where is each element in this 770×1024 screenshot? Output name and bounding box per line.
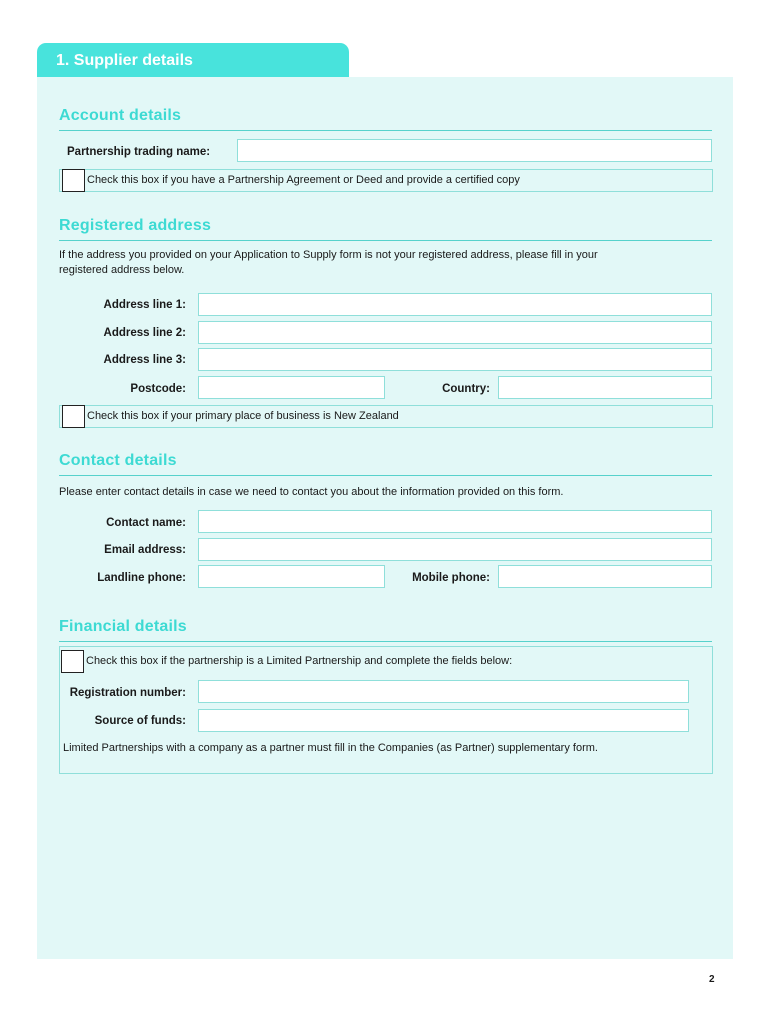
address-line-3-input[interactable] [198,348,712,371]
postcode-label: Postcode: [130,383,186,395]
registered-intro-line-2: registered address below. [59,264,185,276]
registered-address-heading: Registered address [59,216,712,241]
mobile-phone-input[interactable] [498,565,712,588]
registration-number-label: Registration number: [69,687,186,699]
trading-name-input[interactable] [237,139,712,162]
country-label: Country: [442,383,490,395]
address-line-1-input[interactable] [198,293,712,316]
nz-checkbox-row [59,405,713,428]
nz-checkbox-label: Check this box if your primary place of business is New Zealand [87,410,399,422]
email-address-label: Email address: [104,544,186,556]
contact-intro: Please enter contact details in case we need to contact you about the information provided on this form. [59,486,564,498]
registered-intro-line-1: If the address you provided on your Application to Supply form is not your registered address, please fill in your [59,249,598,261]
limited-partnership-checkbox[interactable] [61,650,84,673]
landline-phone-input[interactable] [198,565,385,588]
country-input[interactable] [498,376,712,399]
nz-checkbox[interactable] [62,405,85,428]
section-tab: 1. Supplier details [37,43,349,77]
postcode-input[interactable] [198,376,385,399]
address-line-2-label: Address line 2: [103,327,186,339]
financial-details-heading: Financial details [59,617,712,642]
limited-partnership-note: Limited Partnerships with a company as a partner must fill in the Companies (as Partner) supplementary form. [63,742,598,754]
contact-details-heading: Contact details [59,451,712,476]
address-line-1-label: Address line 1: [103,299,186,311]
source-of-funds-input[interactable] [198,709,689,732]
email-address-input[interactable] [198,538,712,561]
contact-name-label: Contact name: [106,517,186,529]
address-line-2-input[interactable] [198,321,712,344]
mobile-phone-label: Mobile phone: [412,572,490,584]
agreement-checkbox[interactable] [62,169,85,192]
contact-name-input[interactable] [198,510,712,533]
address-line-3-label: Address line 3: [103,354,186,366]
limited-partnership-checkbox-label: Check this box if the partnership is a Limited Partnership and complete the fields below: [86,655,513,667]
page-number: 2 [709,974,715,985]
agreement-checkbox-row [59,169,713,192]
trading-name-label: Partnership trading name: [67,146,211,158]
account-details-heading: Account details [59,106,712,131]
registered-address-intro [59,248,699,278]
source-of-funds-label: Source of funds: [94,715,186,727]
landline-phone-label: Landline phone: [97,572,186,584]
registration-number-input[interactable] [198,680,689,703]
agreement-checkbox-label: Check this box if you have a Partnership Agreement or Deed and provide a certified copy [87,174,520,186]
